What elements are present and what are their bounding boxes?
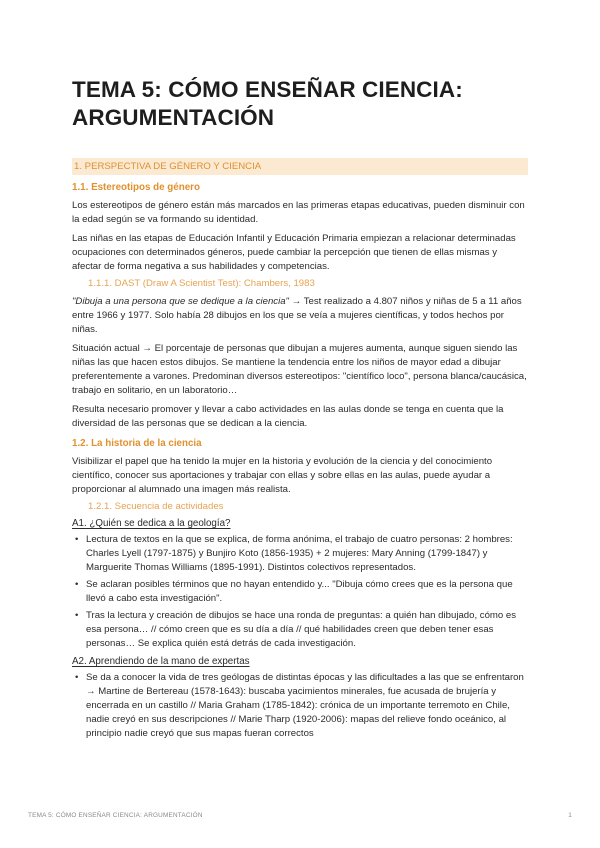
dast-description: → Test realizado a 4.807 niños y niñas de 5 a 11 años entre 1966 y 1977. Solo había 28 dibujos en los que se veía a mujeres científicas, y todos hechos por niñas. <box>72 296 522 335</box>
paragraph-dast <box>72 295 528 337</box>
paragraph-history: Visibilizar el papel que ha tenido la mujer en la historia y evolución de la ciencia y del conocimiento científico, conocer sus aportaciones y trabajar con ellas y sobre ellas en las aulas, puede ayudar a proporcionar al alumnado una imagen más realista. <box>72 456 493 495</box>
activity-a1-title: A1. ¿Quién se dedica a la geología? <box>72 518 231 529</box>
subsection-heading-1-2: 1.2. La historia de la ciencia <box>72 438 202 449</box>
paragraph-girls-education: Las niñas en las etapas de Educación Infantil y Educación Primaria empiezan a relacionar determinadas ocupaciones con determinados géneros, puede cambiar la percepción que tienen de ellas mismas y afectar de forma negativa a sus habilidades y competencias. <box>72 233 516 272</box>
list-item: • Se da a conocer la vida de tres geólogas de distintas épocas y las dificultades a las que se enfrentaron → Martine de Bertereau (1578-1643): buscaba yacimientos minerales, fue acusada de brujería y encerrada en un castillo // Maria Graham (1785-1842): crónica de un importante terremoto en Chile, nadie creyó en sus descripciones // Marie Tharp (1920-2006): mapas del relieve fondo oceánico, al principio nadie creyó que sus mapas fueran correctos <box>75 672 524 739</box>
subsection-heading-1-2-1: 1.2.1. Secuencia de actividades <box>88 501 224 512</box>
page-title: TEMA 5: CÓMO ENSEÑAR CIENCIA: ARGUMENTACIÓN <box>72 77 463 130</box>
dast-quote: "Dibuja a una persona que se dedique a la ciencia" <box>72 296 289 307</box>
activity-a2-list <box>72 671 528 741</box>
document-page <box>72 76 528 741</box>
activity-a1-list <box>72 533 528 651</box>
bullet-icon: • <box>75 579 79 590</box>
footer-title: TEMA 5: CÓMO ENSEÑAR CIENCIA: ARGUMENTACIÓN <box>28 812 203 819</box>
bullet-icon: • <box>75 610 79 621</box>
page-footer <box>28 812 572 819</box>
subsection-heading-1-1-1: 1.1.1. DAST (Draw A Scientist Test): Chambers, 1983 <box>88 278 315 289</box>
paragraph-promote-activities: Resulta necesario promover y llevar a cabo actividades en las aulas donde se tenga en cuenta que la diversidad de las personas que se dedican a la ciencia. <box>72 404 504 429</box>
bullet-icon: • <box>75 672 79 683</box>
list-item: • Lectura de textos en la que se explica, de forma anónima, el trabajo de cuatro personas: 2 hombres: Charles Lyell (1797-1875) y Bunjiro Koto (1856-1935) + 2 mujeres: Mary Anning (1799-1847) y Marguerite Thomas Williams (1895-1991). Distintos colectivos representados. <box>75 534 513 573</box>
subsection-heading-1-1: 1.1. Estereotipos de género <box>72 182 200 193</box>
paragraph-stereotypes: Los estereotipos de género están más marcados en las primeras etapas educativas, pueden disminuir con la edad según se va formando su identidad. <box>72 200 525 225</box>
page-number: 1 <box>568 812 572 819</box>
list-item: • Se aclaran posibles términos que no hayan entendido y... "Dibuja cómo crees que es la persona que llevó a cabo esta investigación". <box>75 579 513 604</box>
section-heading-1: 1. PERSPECTIVA DE GÉNERO Y CIENCIA <box>72 158 528 175</box>
list-item: • Tras la lectura y creación de dibujos se hace una ronda de preguntas: a quién han dibujado, cómo es esa persona… // cómo creen que es su día a día // qué habilidades creen que deben tener esas personas… Se explica quién está detrás de cada investigación. <box>75 610 517 649</box>
paragraph-current-situation: Situación actual → El porcentaje de personas que dibujan a mujeres aumenta, aunque siguen siendo las niñas las que hacen estos dibujos. Se mantiene la tendencia entre los niños de mayor edad a dibujar preferentemente a varones. Predominan diversos estereotipos: "científico loco", persona blanca/caucásica, trabajo en solitario, en un laboratorio… <box>72 343 527 396</box>
bullet-icon: • <box>75 534 79 545</box>
activity-a2-title: A2. Aprendiendo de la mano de expertas <box>72 656 250 667</box>
